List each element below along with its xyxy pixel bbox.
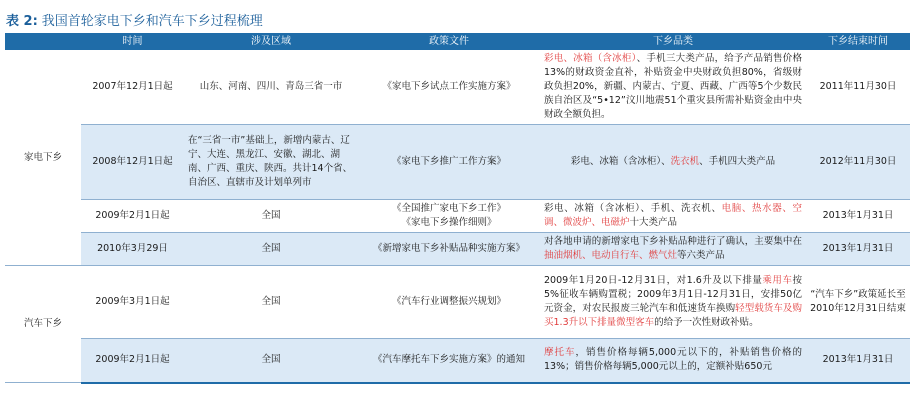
category-text: 彩电、冰箱（含冰柜）、	[570, 156, 671, 167]
table-row	[5, 125, 910, 200]
header-row	[5, 33, 910, 50]
category-text: 等六类产品	[677, 250, 725, 261]
cell-category	[540, 266, 806, 339]
header-end-time: 下乡结束时间	[806, 33, 910, 50]
cell-category	[540, 233, 806, 266]
cell-end-time: “汽车下乡”政策延长至2010年12月31日结束	[806, 266, 910, 339]
group-auto: 汽车下乡	[5, 266, 81, 383]
cell-category	[540, 200, 806, 233]
cell-region: 在“三省一市”基础上，新增内蒙古、辽宁、大连、黑龙江、安徽、湖北、湖南、广西、重庆、陕西。共计14个省、自治区、直辖市及计划单列市	[184, 125, 358, 200]
table-row	[5, 233, 910, 266]
category-text: 、手机三大类产品，给予产品销售价格13%的财政资金直补，补贴资金中央财政负担80%，省级财政负担20%，新疆、内蒙古、宁夏、西藏、广西等5个少数民族自治区及“5•12”汶川地震51个重灾县所需补贴资金由中央财政全额负担。	[544, 53, 802, 120]
cell-policy: 《新增家电下乡补贴品种实施方案》	[358, 233, 540, 266]
highlight-text: 彩电、冰箱（含冰柜）	[544, 53, 637, 64]
cell-time: 2009年2月1日起	[81, 339, 184, 383]
cell-policy: 《家电下乡试点工作实施方案》	[358, 50, 540, 125]
category-text: 的给予一次性财政补贴。	[654, 317, 759, 328]
header-group	[5, 33, 81, 50]
header-region: 涉及区域	[184, 33, 358, 50]
category-text: 十大类产品	[629, 217, 678, 228]
category-text: 2009年1月20日-12月31日，对1.6升及以下排量	[544, 275, 763, 286]
cell-time: 2009年2月1日起	[81, 200, 184, 233]
highlight-text: 乘用车	[762, 275, 793, 286]
cell-end-time: 2013年1月31日	[806, 200, 910, 233]
category-text: 对各地申请的新增家电下乡补贴品种进行了确认，主要集中在	[544, 236, 802, 247]
cell-region: 全国	[184, 233, 358, 266]
highlight-text: 电脑、热水器、空调、微波炉、电磁炉	[544, 203, 802, 228]
table-title	[6, 10, 263, 29]
table-label: 表 2:	[6, 14, 38, 29]
cell-category	[540, 339, 806, 383]
cell-category	[540, 125, 806, 200]
group-appliance: 家电下乡	[5, 50, 81, 266]
header-policy: 政策文件	[358, 33, 540, 50]
cell-region: 山东、河南、四川、青岛三省一市	[184, 50, 358, 125]
cell-end-time: 2011年11月30日	[806, 50, 910, 125]
cell-time: 2010年3月29日	[81, 233, 184, 266]
cell-policy: 《汽车摩托车下乡实施方案》的通知	[358, 339, 540, 383]
table-row	[5, 339, 910, 383]
cell-end-time: 2012年11月30日	[806, 125, 910, 200]
category-text: ，销售价格每辆5,000元以下的，补贴销售价格的13%；销售价格每辆5,000元以上的，定额补贴650元	[544, 347, 802, 373]
table-row	[5, 50, 910, 125]
cell-end-time: 2013年1月31日	[806, 233, 910, 266]
cell-region: 全国	[184, 266, 358, 339]
cell-policy: 《家电下乡推广工作方案》	[358, 125, 540, 200]
header-time: 时间	[81, 33, 184, 50]
highlight-text: 轻型载货车及购买1.3升以下排量微型客车	[544, 303, 802, 328]
cell-time: 2009年3月1日起	[81, 266, 184, 339]
category-text: 按5%征收车辆购置税；2009年3月1日-12月31日，安排50亿元资金，对农民报废三轮汽车和低速货车换购	[544, 275, 802, 314]
category-text: 、手机四大类产品	[699, 156, 776, 167]
cell-time: 2008年12月1日起	[81, 125, 184, 200]
highlight-text: 摩托车	[544, 347, 576, 359]
cell-category	[540, 50, 806, 125]
highlight-text: 洗衣机	[670, 156, 700, 167]
category-text: 彩电、冰箱（含冰柜）、手机、洗衣机、	[544, 203, 722, 214]
cell-region: 全国	[184, 339, 358, 383]
highlight-text: 抽油烟机、电动自行车、燃气灶	[544, 250, 678, 261]
cell-time: 2007年12月1日起	[81, 50, 184, 125]
header-category: 下乡品类	[540, 33, 806, 50]
table-title-text: 我国首轮家电下乡和汽车下乡过程梳理	[41, 14, 263, 29]
cell-policy: 《汽车行业调整振兴规划》	[358, 266, 540, 339]
table-row	[5, 266, 910, 339]
cell-region: 全国	[184, 200, 358, 233]
table-row	[5, 200, 910, 233]
cell-policy: 《全国推广家电下乡工作》 《家电下乡操作细则》	[358, 200, 540, 233]
cell-end-time: 2013年1月31日	[806, 339, 910, 383]
policy-table	[5, 33, 910, 384]
